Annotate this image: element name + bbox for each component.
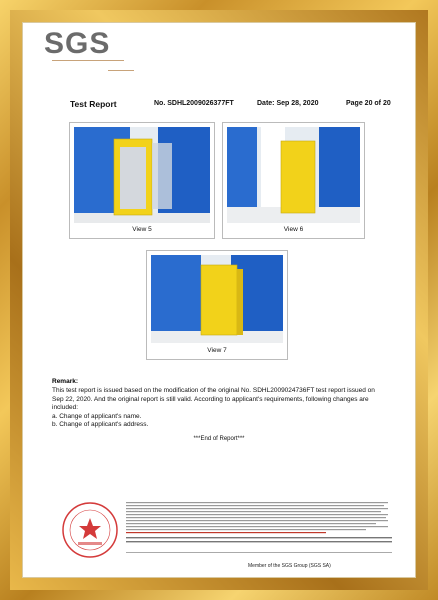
photo-image (227, 127, 360, 223)
caption-view-7: View 7 (207, 347, 227, 354)
caption-view-5: View 5 (132, 226, 152, 233)
photo-view-6 (222, 122, 365, 239)
fine-print-terms (126, 502, 392, 552)
remark-line: Sep 22, 2020. And the original report is still valid. According to applicant's requirements, following changes are (52, 395, 369, 403)
report-title: Test Report (70, 99, 117, 109)
photo-image (151, 255, 283, 343)
report-date: Date: Sep 28, 2020 (257, 100, 319, 107)
logo-underline-right (108, 70, 134, 71)
remark-title: Remark: (52, 378, 79, 385)
remark-line: b. Change of applicant's address. (52, 421, 149, 429)
page-number: Page 20 of 20 (346, 100, 391, 107)
remark-line: a. Change of applicant's name. (52, 412, 142, 420)
member-of-sgs-group: Member of the SGS Group (SGS SA) (248, 563, 331, 569)
logo-underline (52, 60, 124, 61)
remark-line: included: (52, 404, 79, 412)
end-of-report: ***End of Report*** (193, 436, 245, 442)
report-number: No. SDHL2009026377FT (154, 100, 234, 107)
footer-rule (126, 552, 392, 553)
remark-line: This test report is issued based on the modification of the original No. SDHL2009024736FT test report issued on (52, 387, 375, 394)
photo-view-7 (146, 250, 288, 360)
photo-image (74, 127, 210, 223)
sgs-logo: SGS (44, 27, 111, 60)
caption-view-6: View 6 (283, 226, 304, 233)
photo-view-5 (69, 122, 215, 239)
company-seal (60, 500, 120, 560)
remark-body (52, 387, 397, 430)
